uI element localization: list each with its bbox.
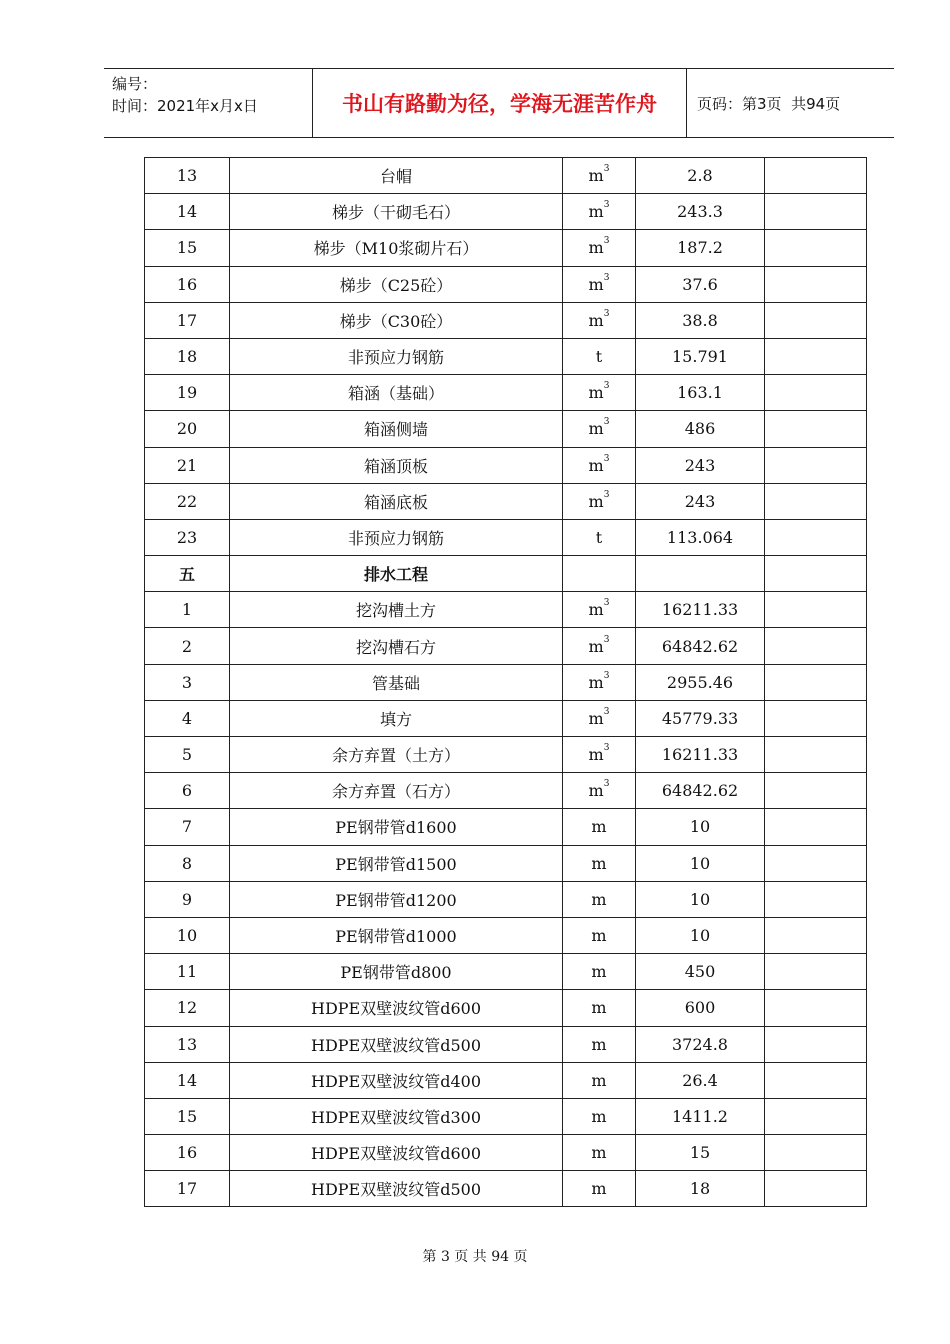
item-quantity: 38.8	[636, 302, 765, 338]
unit-base: m	[588, 672, 604, 692]
item-number: 19	[145, 375, 230, 411]
table-row	[145, 954, 867, 990]
header-page-info	[687, 69, 894, 137]
item-remark	[765, 1062, 867, 1098]
item-unit	[563, 1135, 636, 1171]
item-number: 16	[145, 266, 230, 302]
item-remark	[765, 338, 867, 374]
item-unit	[563, 1171, 636, 1207]
item-unit	[563, 917, 636, 953]
item-name: 挖沟槽石方	[230, 628, 563, 664]
item-quantity: 10	[636, 881, 765, 917]
unit-base: m	[588, 274, 604, 294]
item-unit	[563, 483, 636, 519]
unit-base: m	[591, 1143, 607, 1163]
item-name: 排水工程	[230, 556, 563, 592]
unit-base: m	[588, 238, 604, 258]
item-unit	[563, 158, 636, 194]
unit-base: m	[588, 781, 604, 801]
item-name: 梯步（M10浆砌片石）	[230, 230, 563, 266]
unit-base: m	[588, 455, 604, 475]
unit-superscript: 3	[603, 453, 610, 464]
item-remark	[765, 664, 867, 700]
unit-base: m	[588, 600, 604, 620]
item-unit	[563, 375, 636, 411]
table-row	[145, 628, 867, 664]
item-remark	[765, 375, 867, 411]
item-quantity: 163.1	[636, 375, 765, 411]
unit-superscript: 3	[603, 272, 610, 283]
item-remark	[765, 737, 867, 773]
unit-base: m	[588, 636, 604, 656]
item-quantity: 450	[636, 954, 765, 990]
item-number: 18	[145, 338, 230, 374]
item-quantity: 64842.62	[636, 773, 765, 809]
item-unit	[563, 954, 636, 990]
table-row	[145, 592, 867, 628]
item-unit	[563, 230, 636, 266]
unit-base: m	[591, 1034, 607, 1054]
item-name: 非预应力钢筋	[230, 338, 563, 374]
item-quantity: 45779.33	[636, 700, 765, 736]
item-unit	[563, 447, 636, 483]
table-row	[145, 664, 867, 700]
item-remark	[765, 447, 867, 483]
item-quantity: 1411.2	[636, 1098, 765, 1134]
item-quantity: 600	[636, 990, 765, 1026]
unit-base: m	[588, 745, 604, 765]
item-remark	[765, 1171, 867, 1207]
item-remark	[765, 158, 867, 194]
table-row	[145, 737, 867, 773]
item-unit	[563, 1098, 636, 1134]
item-number: 17	[145, 302, 230, 338]
item-quantity: 10	[636, 809, 765, 845]
table-row	[145, 881, 867, 917]
item-name: 梯步（干砌毛石）	[230, 194, 563, 230]
unit-superscript: 3	[603, 670, 610, 681]
table-row	[145, 809, 867, 845]
item-remark	[765, 990, 867, 1026]
unit-base: m	[591, 962, 607, 982]
unit-base: m	[588, 708, 604, 728]
item-unit	[563, 519, 636, 555]
item-name: 箱涵（基础）	[230, 375, 563, 411]
item-name: 挖沟槽土方	[230, 592, 563, 628]
table-row	[145, 917, 867, 953]
unit-base: m	[591, 926, 607, 946]
item-remark	[765, 519, 867, 555]
item-number: 13	[145, 158, 230, 194]
item-remark	[765, 411, 867, 447]
item-quantity: 15	[636, 1135, 765, 1171]
item-number: 17	[145, 1171, 230, 1207]
item-remark	[765, 700, 867, 736]
item-name: PE钢带管d1000	[230, 917, 563, 953]
item-quantity: 3724.8	[636, 1026, 765, 1062]
serial-label: 编号：	[112, 75, 158, 93]
item-remark	[765, 483, 867, 519]
item-quantity: 64842.62	[636, 628, 765, 664]
table-row	[145, 483, 867, 519]
item-unit	[563, 809, 636, 845]
item-number: 21	[145, 447, 230, 483]
unit-base: m	[588, 202, 604, 222]
item-remark	[765, 773, 867, 809]
table-row	[145, 447, 867, 483]
item-quantity: 187.2	[636, 230, 765, 266]
item-unit	[563, 773, 636, 809]
item-remark	[765, 1135, 867, 1171]
item-remark	[765, 266, 867, 302]
item-number: 14	[145, 1062, 230, 1098]
item-name: 余方弃置（石方）	[230, 773, 563, 809]
header-meta	[104, 69, 313, 137]
unit-base: m	[591, 998, 607, 1018]
item-number: 14	[145, 194, 230, 230]
unit-superscript: 3	[603, 706, 610, 717]
unit-superscript: 3	[603, 236, 610, 247]
item-remark	[765, 592, 867, 628]
item-number: 7	[145, 809, 230, 845]
item-name: 非预应力钢筋	[230, 519, 563, 555]
date-label: 时间：2021年x月x日	[112, 97, 258, 115]
item-remark	[765, 230, 867, 266]
item-remark	[765, 845, 867, 881]
item-number: 16	[145, 1135, 230, 1171]
item-unit	[563, 338, 636, 374]
item-unit	[563, 700, 636, 736]
unit-base: m	[588, 310, 604, 330]
item-remark	[765, 194, 867, 230]
page-header	[104, 68, 894, 138]
unit-superscript: 3	[603, 489, 610, 500]
item-quantity	[636, 556, 765, 592]
item-remark	[765, 954, 867, 990]
item-unit	[563, 411, 636, 447]
item-remark	[765, 809, 867, 845]
table-row	[145, 158, 867, 194]
quantity-table-body	[145, 158, 867, 1207]
item-name: HDPE双壁波纹管d500	[230, 1026, 563, 1062]
item-unit	[563, 845, 636, 881]
page-label: 页码：第3页 共94页	[697, 94, 841, 113]
item-name: PE钢带管d800	[230, 954, 563, 990]
quantity-table	[144, 157, 867, 1207]
item-name: 台帽	[230, 158, 563, 194]
unit-superscript: 3	[603, 743, 610, 754]
table-row	[145, 773, 867, 809]
item-quantity: 37.6	[636, 266, 765, 302]
unit-base: m	[591, 1179, 607, 1199]
item-quantity: 16211.33	[636, 737, 765, 773]
table-row	[145, 700, 867, 736]
item-quantity: 2.8	[636, 158, 765, 194]
table-row	[145, 194, 867, 230]
item-name: 填方	[230, 700, 563, 736]
item-remark	[765, 917, 867, 953]
unit-base: m	[588, 419, 604, 439]
unit-superscript: 3	[603, 779, 610, 790]
item-number: 5	[145, 737, 230, 773]
item-number: 2	[145, 628, 230, 664]
item-unit	[563, 1026, 636, 1062]
unit-superscript: 3	[603, 598, 610, 609]
item-number: 13	[145, 1026, 230, 1062]
item-name: 管基础	[230, 664, 563, 700]
table-row	[145, 845, 867, 881]
item-name: PE钢带管d1600	[230, 809, 563, 845]
page-footer: 第 3 页 共 94 页	[422, 1249, 528, 1265]
unit-superscript: 3	[603, 164, 610, 175]
item-unit	[563, 628, 636, 664]
item-quantity: 243	[636, 447, 765, 483]
item-unit	[563, 881, 636, 917]
header-motto: 书山有路勤为径，学海无涯苦作舟	[313, 69, 687, 137]
table-row	[145, 1026, 867, 1062]
unit-base: m	[588, 166, 604, 186]
item-name: PE钢带管d1200	[230, 881, 563, 917]
unit-base: t	[595, 527, 603, 547]
item-quantity: 26.4	[636, 1062, 765, 1098]
item-unit	[563, 556, 636, 592]
item-number: 15	[145, 230, 230, 266]
unit-base: m	[591, 817, 607, 837]
unit-base: m	[591, 1070, 607, 1090]
item-name: 余方弃置（土方）	[230, 737, 563, 773]
item-name: 梯步（C30砼）	[230, 302, 563, 338]
item-unit	[563, 194, 636, 230]
table-row	[145, 1135, 867, 1171]
item-quantity: 113.064	[636, 519, 765, 555]
unit-base: m	[588, 491, 604, 511]
item-quantity: 18	[636, 1171, 765, 1207]
table-row	[145, 266, 867, 302]
item-name: HDPE双壁波纹管d300	[230, 1098, 563, 1134]
item-name: 梯步（C25砼）	[230, 266, 563, 302]
item-number: 12	[145, 990, 230, 1026]
item-quantity: 10	[636, 845, 765, 881]
unit-base: m	[591, 853, 607, 873]
table-row	[145, 1062, 867, 1098]
item-unit	[563, 664, 636, 700]
item-name: PE钢带管d1500	[230, 845, 563, 881]
unit-base: m	[588, 383, 604, 403]
table-row	[145, 302, 867, 338]
table-row	[145, 990, 867, 1026]
item-number: 8	[145, 845, 230, 881]
item-remark	[765, 628, 867, 664]
item-remark	[765, 556, 867, 592]
item-number: 五	[145, 556, 230, 592]
unit-superscript: 3	[603, 308, 610, 319]
item-number: 9	[145, 881, 230, 917]
item-number: 1	[145, 592, 230, 628]
table-row	[145, 411, 867, 447]
item-name: HDPE双壁波纹管d600	[230, 990, 563, 1026]
item-number: 15	[145, 1098, 230, 1134]
table-row	[145, 519, 867, 555]
unit-base: m	[591, 1106, 607, 1126]
item-unit	[563, 1062, 636, 1098]
unit-superscript: 3	[603, 200, 610, 211]
item-unit	[563, 302, 636, 338]
item-number: 3	[145, 664, 230, 700]
item-name: 箱涵底板	[230, 483, 563, 519]
item-name: 箱涵顶板	[230, 447, 563, 483]
unit-base: m	[591, 889, 607, 909]
item-unit	[563, 990, 636, 1026]
item-number: 4	[145, 700, 230, 736]
item-number: 10	[145, 917, 230, 953]
item-quantity: 10	[636, 917, 765, 953]
item-name: HDPE双壁波纹管d400	[230, 1062, 563, 1098]
table-row	[145, 1098, 867, 1134]
unit-base: t	[595, 347, 603, 367]
unit-superscript: 3	[603, 634, 610, 645]
section-row	[145, 556, 867, 592]
item-remark	[765, 302, 867, 338]
item-number: 11	[145, 954, 230, 990]
item-unit	[563, 266, 636, 302]
item-number: 23	[145, 519, 230, 555]
item-quantity: 243.3	[636, 194, 765, 230]
table-row	[145, 375, 867, 411]
item-number: 22	[145, 483, 230, 519]
item-unit	[563, 592, 636, 628]
item-name: HDPE双壁波纹管d500	[230, 1171, 563, 1207]
table-row	[145, 1171, 867, 1207]
item-quantity: 2955.46	[636, 664, 765, 700]
unit-superscript: 3	[603, 417, 610, 428]
item-unit	[563, 737, 636, 773]
item-name: 箱涵侧墙	[230, 411, 563, 447]
table-row	[145, 230, 867, 266]
item-quantity: 15.791	[636, 338, 765, 374]
unit-superscript: 3	[603, 381, 610, 392]
item-remark	[765, 881, 867, 917]
item-remark	[765, 1026, 867, 1062]
item-quantity: 16211.33	[636, 592, 765, 628]
item-quantity: 243	[636, 483, 765, 519]
item-name: HDPE双壁波纹管d600	[230, 1135, 563, 1171]
item-remark	[765, 1098, 867, 1134]
item-number: 20	[145, 411, 230, 447]
table-row	[145, 338, 867, 374]
item-number: 6	[145, 773, 230, 809]
item-quantity: 486	[636, 411, 765, 447]
